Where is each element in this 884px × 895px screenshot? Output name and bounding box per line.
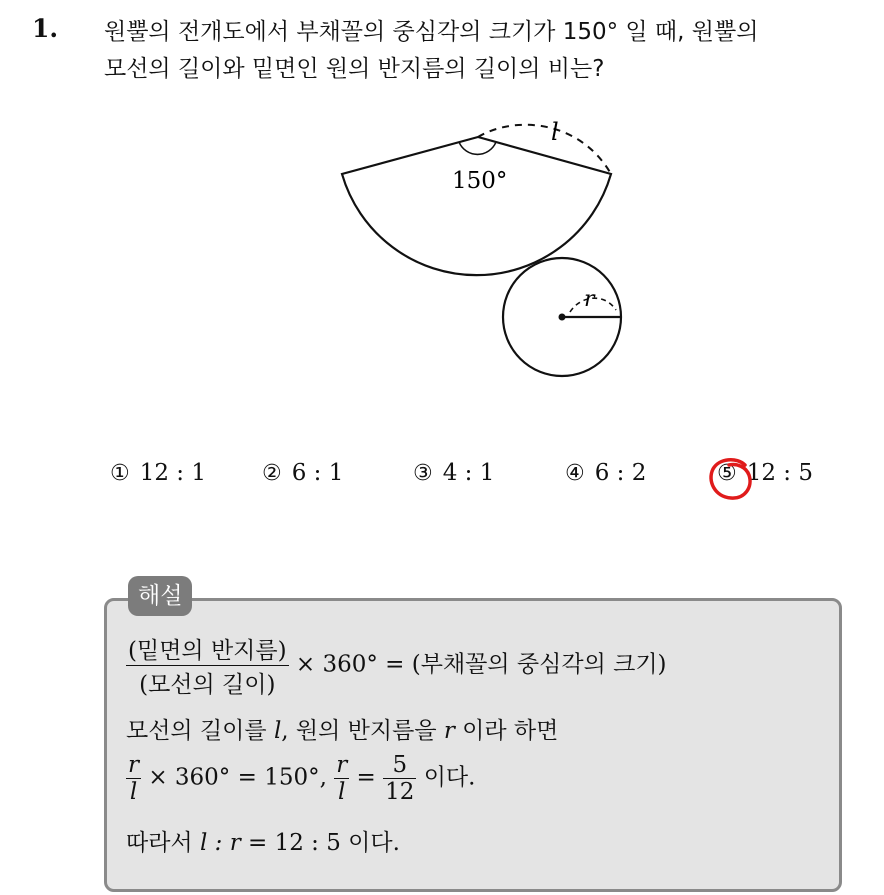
question-line-2: 모선의 길이와 밑면인 원의 반지름의 길이의 비는? <box>104 56 605 82</box>
cone-net-figure <box>0 0 884 420</box>
line2-var-r: r <box>443 718 455 744</box>
sector-shape <box>342 137 611 275</box>
fraction-numerator: (밑면의 반지름) <box>126 632 289 666</box>
frac2-den: l <box>338 779 346 805</box>
choice-3[interactable] <box>413 460 494 486</box>
choice-4-text: 6 : 2 <box>594 460 647 486</box>
line2-text-a: 모선의 길이를 <box>126 718 274 744</box>
frac2-num: r <box>336 752 348 778</box>
frac3-num: 5 <box>383 752 416 779</box>
choice-1-mark: ① <box>110 461 130 486</box>
line4-text-a: 따라서 <box>126 830 200 856</box>
line2-text-c: 이라 하면 <box>454 718 559 744</box>
frac1-den: l <box>129 779 138 805</box>
fraction-r-over-l-1 <box>126 752 141 805</box>
explanation-line-3 <box>126 752 475 805</box>
question-number: 1. <box>32 14 59 43</box>
choice-4-mark: ④ <box>565 461 585 486</box>
choice-5-text: 12 : 5 <box>746 460 814 486</box>
explanation-line-4 <box>126 824 400 857</box>
choice-2[interactable] <box>262 460 343 486</box>
line3-end: 이다. <box>423 764 476 791</box>
radius-label: r <box>584 287 595 312</box>
line3-equals: = <box>356 764 376 791</box>
choice-3-text: 4 : 1 <box>442 460 495 486</box>
explanation-line-2 <box>126 712 558 745</box>
line3-mid: × 360° = 150°, <box>148 764 327 791</box>
equation-rest: × 360° = (부채꼴의 중심각의 크기) <box>295 651 667 678</box>
line2-text-b: , 원의 반지름을 <box>281 718 444 744</box>
choice-2-mark: ② <box>262 461 282 486</box>
angle-arc <box>459 142 496 154</box>
frac1-num: r <box>128 752 139 778</box>
explanation-tag: 해설 <box>128 576 192 616</box>
angle-label: 150° <box>452 168 508 194</box>
choice-3-mark: ③ <box>413 461 433 486</box>
line2-var-l: l <box>273 718 282 744</box>
fraction-denominator: (모선의 길이) <box>139 672 276 698</box>
correct-answer-ring <box>707 455 755 503</box>
line4-ratio-expr: l : r <box>199 830 241 856</box>
frac3-den: 12 <box>385 779 415 805</box>
explanation-line-1 <box>126 632 667 699</box>
line4-text-b: = 12 : 5 이다. <box>240 830 400 856</box>
question-line-1: 원뿔의 전개도에서 부채꼴의 중심각의 크기가 150° 일 때, 원뿔의 <box>104 19 759 45</box>
fraction-5-over-12 <box>383 752 416 805</box>
choice-5-mark: ⑤ <box>717 461 737 486</box>
choice-1-text: 12 : 1 <box>139 460 207 486</box>
choice-1[interactable] <box>110 460 206 486</box>
choice-4[interactable] <box>565 460 646 486</box>
fraction-radius-over-slant <box>126 632 289 699</box>
slant-dashed-arc <box>478 125 611 174</box>
choice-2-text: 6 : 1 <box>291 460 344 486</box>
fraction-r-over-l-2 <box>334 752 349 805</box>
slant-label: l <box>551 118 559 146</box>
